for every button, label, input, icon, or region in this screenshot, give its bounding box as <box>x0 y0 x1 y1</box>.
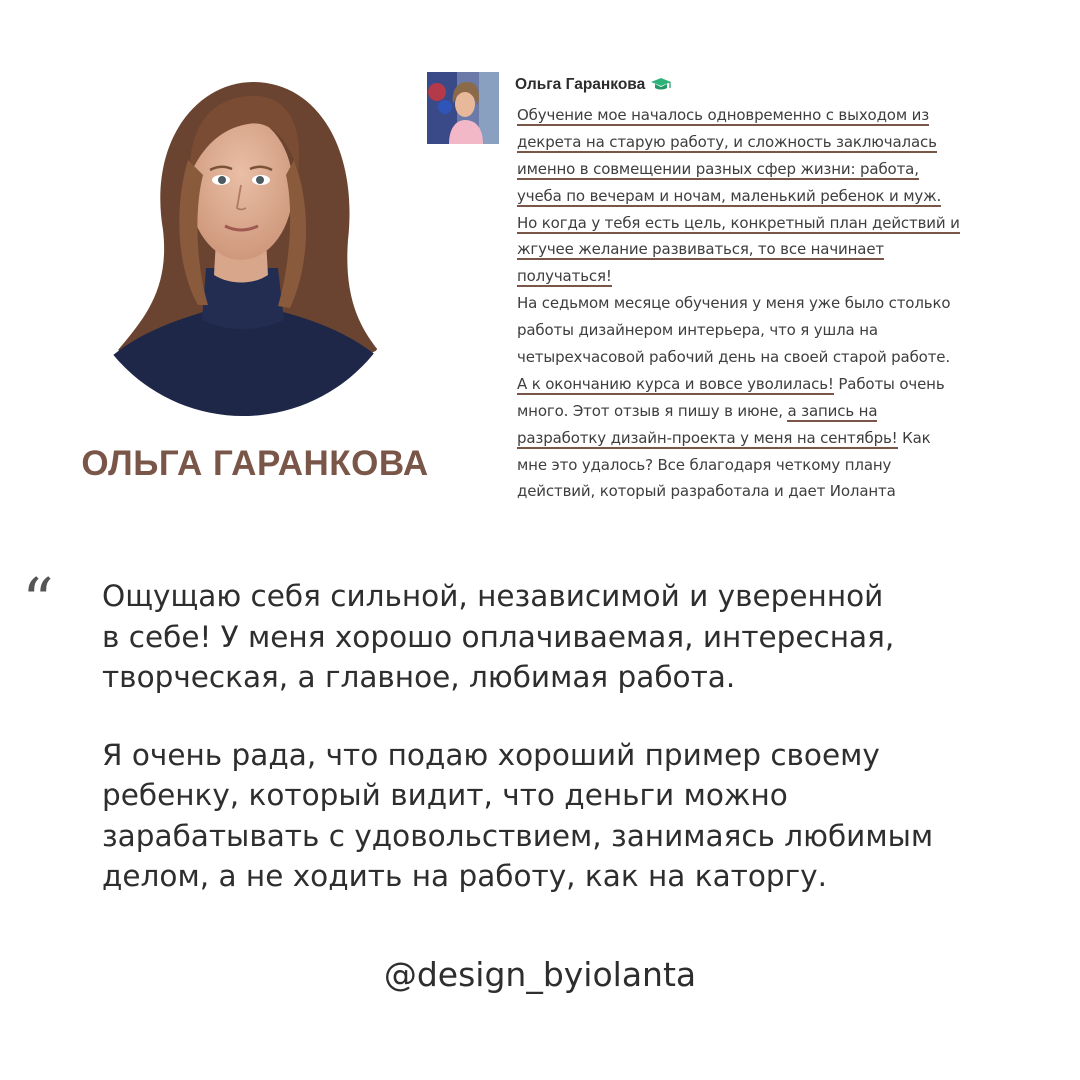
review-text-segment: четырехчасовой рабочий день на своей старой работе. <box>517 348 950 367</box>
graduation-cap-icon <box>650 77 672 91</box>
review-line <box>517 238 1067 265</box>
review-text <box>517 104 1067 507</box>
review-line <box>517 400 1067 427</box>
review-text-segment: Как <box>897 428 931 447</box>
avatar <box>108 80 378 416</box>
review-text-segment: работы дизайнером интерьера, что я ушла на <box>517 321 878 340</box>
review-underlined-text: получаться! <box>517 267 612 286</box>
instagram-handle: @design_byiolanta <box>383 955 697 994</box>
review-underlined-text: разработку дизайн-проекта у меня на сентябрь! <box>517 428 898 447</box>
review-author-photo <box>427 72 499 144</box>
review-line <box>517 454 1067 481</box>
review-line <box>517 319 1067 346</box>
review-underlined-text: именно в совмещении разных сфер жизни: работа, <box>517 159 919 178</box>
review-underlined-text: жгучее желание развиваться, то все начинает <box>517 240 885 259</box>
review-underlined-text: Обучение мое началось одновременно с выходом из <box>517 106 930 124</box>
review-line <box>517 104 1067 131</box>
review-line <box>517 131 1067 158</box>
quote-mark-icon: “ <box>22 564 48 637</box>
quote-line: делом, а не ходить на работу, как на каторгу. <box>102 859 827 893</box>
review-line <box>517 158 1067 185</box>
review-text-segment: На седьмом месяце обучения у меня уже было столько <box>517 294 951 313</box>
review-text-segment: Работы очень <box>833 374 945 393</box>
review-author-name: Ольга Гаранкова <box>515 76 646 93</box>
quote-line: зарабатывать с удовольствием, занимаясь любимым <box>102 818 934 853</box>
review-line <box>517 480 1067 507</box>
review-author <box>515 76 672 94</box>
review-line <box>517 346 1067 373</box>
review-underlined-text: учеба по вечерам и ночам, маленький ребенок и муж. <box>517 186 942 205</box>
review-line <box>517 373 1067 400</box>
quote-line: Я очень рада, что подаю хороший пример своему <box>102 737 880 772</box>
quote-line: в себе! У меня хорошо оплачиваемая, интересная, <box>102 619 895 654</box>
review-line <box>517 212 1067 239</box>
quote-line: творческая, а главное, любимая работа. <box>102 660 736 694</box>
review-underlined-text: декрета на старую работу, и сложность заключалась <box>517 132 937 151</box>
review-card <box>425 70 1070 510</box>
review-underlined-text: А к окончанию курса и вовсе уволилась! <box>517 374 834 393</box>
review-line <box>517 292 1067 319</box>
testimonial-quote <box>102 576 1052 897</box>
review-underlined-text: а запись на <box>787 401 878 420</box>
review-line <box>517 265 1067 292</box>
review-text-segment: мне это удалось? Все благодаря четкому плану <box>517 455 892 474</box>
quote-line: Ощущаю себя сильной, независимой и уверенной <box>102 579 884 613</box>
person-name: ОЛЬГА ГАРАНКОВА <box>81 444 429 483</box>
paragraph-gap <box>102 698 1052 735</box>
review-line <box>517 427 1067 454</box>
review-text-segment: действий, который разработала и дает Иоланта <box>517 482 896 501</box>
review-text-segment: много. Этот отзыв я пишу в июне, <box>517 401 788 420</box>
review-underlined-text: Но когда у тебя есть цель, конкретный план действий и <box>517 213 960 232</box>
quote-line: ребенку, который видит, что деньги можно <box>102 778 788 812</box>
review-line <box>517 185 1067 212</box>
